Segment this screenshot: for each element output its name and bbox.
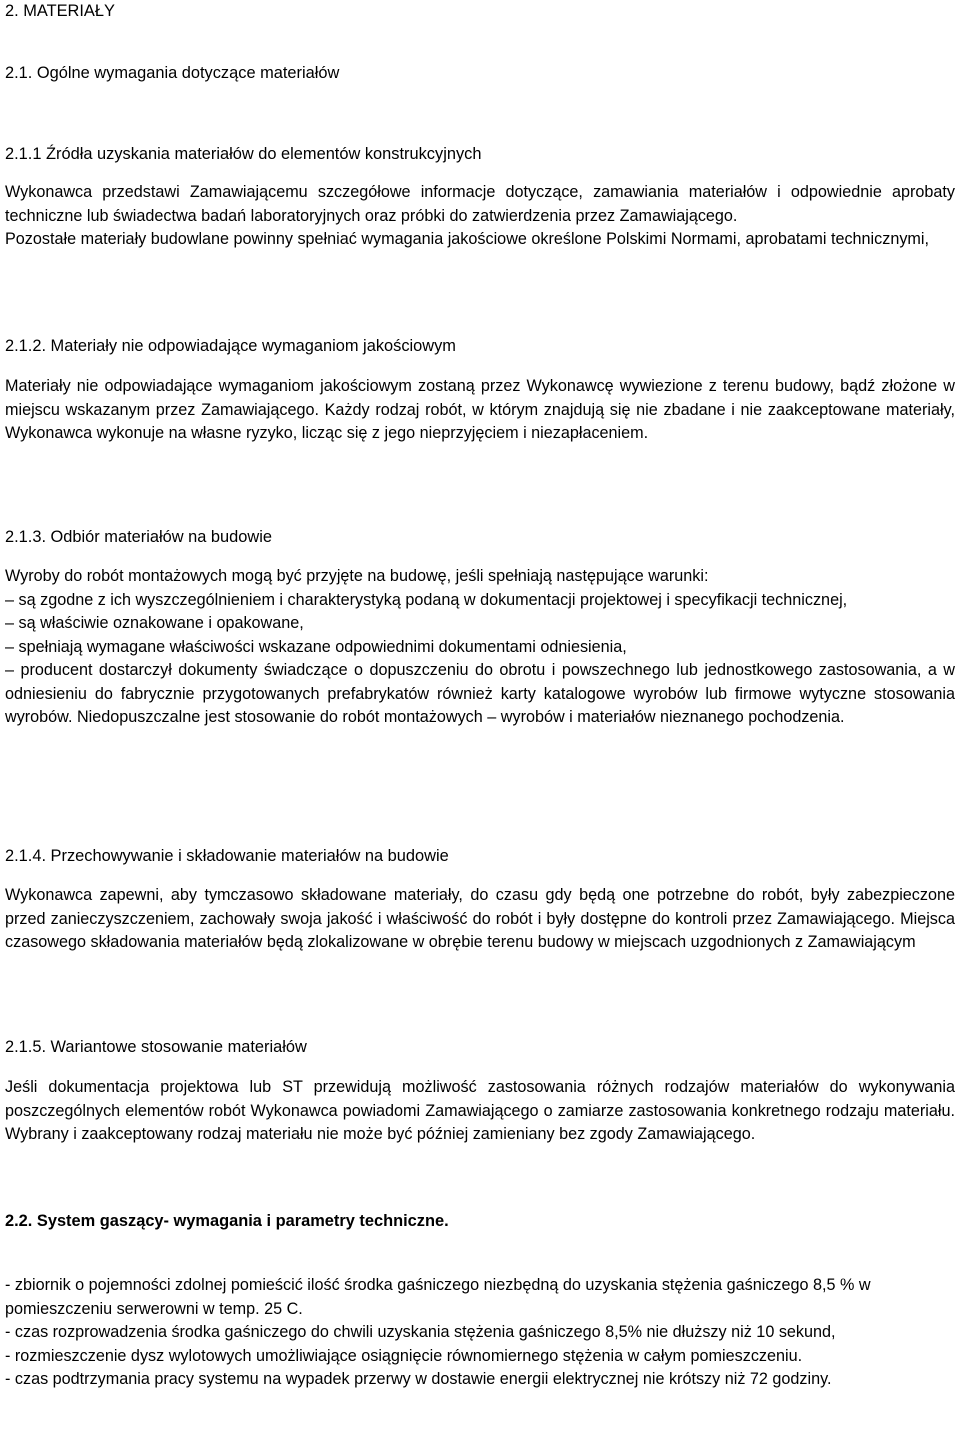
section-storage [5, 884, 955, 955]
list-item-system-requirement: - rozmieszczenie dysz wylotowych umożliwiające osiągnięcie równomiernego stężenia w całym pomieszczeniu. [5, 1346, 803, 1365]
list-item-system-requirement: - czas rozprowadzenia środka gaśniczego do chwili uzyskania stężenia gaśniczego 8,5% nie dłuższy niż 10 sekund, [5, 1323, 836, 1341]
heading-material-sources: 2.1.1 Źródła uzyskania materiałów do elementów konstrukcyjnych [5, 145, 482, 163]
heading-general-requirements: 2.1. Ogólne wymagania dotyczące materiałów [5, 64, 340, 82]
section-material-acceptance [5, 565, 955, 730]
list-item-system-requirement: - czas podtrzymania pracy systemu na wypadek przerwy w dostawie energii elektrycznej nie krótszy niż 72 godziny. [5, 1370, 832, 1388]
section-material-sources [5, 181, 955, 252]
paragraph-contractor-info: Wykonawca przedstawi Zamawiającemu szczegółowe informacje dotyczące, zamawiania materiałów i odpowiednie aprobaty techniczne lub świadectwa badań laboratoryjnych oraz próbki do zatwierdzenia przez Zamawiającego. [5, 183, 955, 225]
heading-extinguishing-system: 2.2. System gaszący- wymagania i parametry techniczne. [5, 1212, 449, 1230]
paragraph-storage: Wykonawca zapewni, aby tymczasowo składowane materiały, do czasu gdy będą one potrzebne do robót, były zabezpieczone przed zanieczyszczeniem, zachowały swoja jakość i właściwość do robót i były dostępne do kontroli przez Zamawiającego. Miejsca czasowego składowania materiałów będą zlokalizowane w obrębie terenu budowy w miejscach uzgodnionych z Zamawiającym [5, 886, 955, 951]
paragraph-other-materials: Pozostałe materiały budowlane powinny spełniać wymagania jakościowe określone Polskimi Normami, aprobatami technicznymi, [5, 230, 930, 248]
section-alternative-materials [5, 1076, 955, 1147]
heading-material-acceptance: 2.1.3. Odbiór materiałów na budowie [5, 528, 272, 546]
paragraph-acceptance-intro: Wyroby do robót montażowych mogą być przyjęte na budowę, jeśli spełniają następujące warunki: [5, 567, 709, 585]
list-item-acceptance: – producent dostarczył dokumenty świadczące o dopuszczeniu do obrotu i powszechnego lub jednostkowego zastosowania, a w odniesieniu do fabrycznie przygotowanych prefabrykatów również karty katalogowe wyrobów lub firmowe wytyczne stosowania wyrobów. Niedopuszczalne jest stosowanie do robót montażowych – wyrobów i materiałów nieznanego pochodzenia. [5, 661, 955, 726]
section-nonconforming-materials [5, 375, 955, 446]
heading-storage: 2.1.4. Przechowywanie i składowanie materiałów na budowie [5, 847, 449, 865]
list-item-acceptance: – spełniają wymagane właściwości wskazane odpowiednimi dokumentami odniesienia, [5, 637, 627, 656]
heading-alternative-materials: 2.1.5. Wariantowe stosowanie materiałów [5, 1038, 307, 1056]
heading-nonconforming-materials: 2.1.2. Materiały nie odpowiadające wymaganiom jakościowym [5, 337, 456, 355]
list-item-acceptance: – są właściwie oznakowane i opakowane, [5, 614, 304, 632]
paragraph-alternative-materials: Jeśli dokumentacja projektowa lub ST przewidują możliwość zastosowania różnych rodzajów materiałów do wykonywania poszczególnych elementów robót Wykonawca powiadomi Zamawiającego o zamiarze zastosowania konkretnego rodzaju materiału. Wybrany i zaakceptowany rodzaj materiału nie może być później zamieniany bez zgody Zamawiającego. [5, 1078, 955, 1143]
list-item-acceptance: – są zgodne z ich wyszczególnieniem i charakterystyką podaną w dokumentacji projektowej i specyfikacji technicznej, [5, 590, 848, 609]
section-extinguishing-system [5, 1274, 955, 1392]
heading-materials: 2. MATERIAŁY [5, 2, 115, 20]
list-item-system-requirement: - zbiornik o pojemności zdolnej pomieścić ilość środka gaśniczego niezbędną do uzyskania stężenia gaśniczego 8,5 % w pomieszczeniu serwerowni w temp. 25 C. [5, 1276, 871, 1318]
paragraph-nonconforming: Materiały nie odpowiadające wymaganiom jakościowym zostaną przez Wykonawcę wywiezione z terenu budowy, bądź złożone w miejscu wskazanym przez Zamawiającego. Każdy rodzaj robót, w którym znajdują się nie zbadane i nie zaakceptowane materiały, Wykonawca wykonuje na własne ryzyko, licząc się z jego nieprzyjęciem i niezapłaceniem. [5, 377, 955, 442]
